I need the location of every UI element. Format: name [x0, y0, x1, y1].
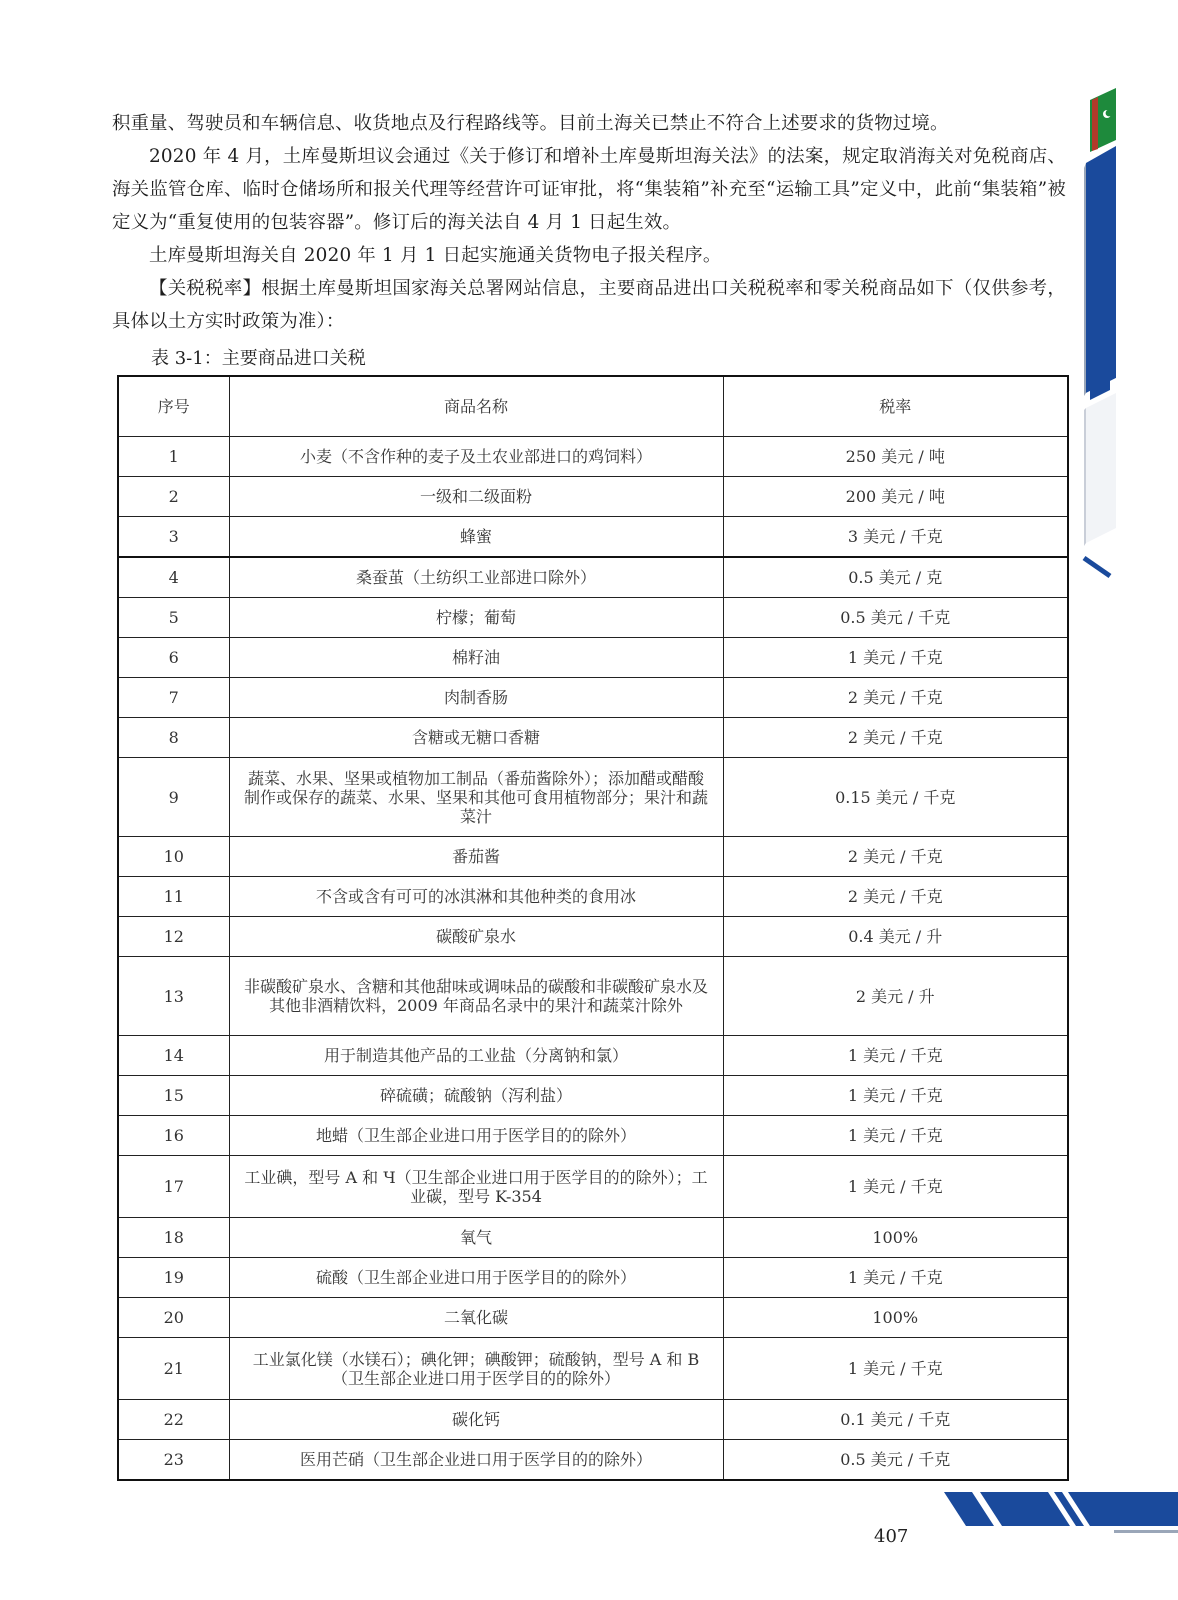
row-rate: 200 美元 / 吨 [723, 477, 1068, 517]
row-name: 硫酸（卫生部企业进口用于医学目的的除外） [229, 1258, 723, 1298]
row-name: 碎硫磺；硫酸钠（泻利盐） [229, 1076, 723, 1116]
header-no: 序号 [118, 376, 229, 437]
row-name: 一级和二级面粉 [229, 477, 723, 517]
paragraph-3: 土库曼斯坦海关自 2020 年 1 月 1 日起实施通关货物电子报关程序。 [149, 245, 722, 266]
row-rate: 2 美元 / 千克 [723, 877, 1068, 917]
row-rate: 250 美元 / 吨 [723, 437, 1068, 477]
table-row [118, 1400, 1068, 1440]
row-no: 3 [118, 517, 229, 558]
row-name: 非碳酸矿泉水、含糖和其他甜味或调味品的碳酸和非碳酸矿泉水及其他非酒精饮料，2009 年商品名录中的果汁和蔬菜汁除外 [229, 957, 723, 1036]
row-name: 医用芒硝（卫生部企业进口用于医学目的的除外） [229, 1440, 723, 1481]
row-rate: 1 美元 / 千克 [723, 1116, 1068, 1156]
table-row [118, 758, 1068, 837]
table-row [118, 957, 1068, 1036]
table-caption: 表 3-1：主要商品进口关税 [151, 348, 366, 369]
row-no: 1 [118, 437, 229, 477]
row-name: 番茄酱 [229, 837, 723, 877]
table-row [118, 718, 1068, 758]
row-name: 工业氯化镁（水镁石）；碘化钾；碘酸钾；硫酸钠，型号 A 和 B（卫生部企业进口用于医学目的的除外） [229, 1338, 723, 1400]
row-rate: 0.5 美元 / 千克 [723, 1440, 1068, 1481]
row-no: 18 [118, 1218, 229, 1258]
header-name: 商品名称 [229, 376, 723, 437]
row-no: 16 [118, 1116, 229, 1156]
row-no: 22 [118, 1400, 229, 1440]
header-rate: 税率 [723, 376, 1068, 437]
row-no: 20 [118, 1298, 229, 1338]
row-name: 工业碘，型号 A 和 Ч（卫生部企业进口用于医学目的的除外）；工业碳，型号 K-354 [229, 1156, 723, 1218]
row-no: 15 [118, 1076, 229, 1116]
row-rate: 1 美元 / 千克 [723, 1338, 1068, 1400]
row-no: 13 [118, 957, 229, 1036]
row-rate: 0.4 美元 / 升 [723, 917, 1068, 957]
row-no: 7 [118, 678, 229, 718]
corner-stripes [944, 1492, 1178, 1542]
table-row [118, 837, 1068, 877]
paragraph-4: 【关税税率】根据土库曼斯坦国家海关总署网站信息，主要商品进出口关税税率和零关税商品如下（仅供参考，具体以土方实时政策为准）： [112, 278, 1066, 332]
table-row [118, 598, 1068, 638]
row-rate: 0.15 美元 / 千克 [723, 758, 1068, 837]
row-rate: 2 美元 / 千克 [723, 718, 1068, 758]
row-name: 氧气 [229, 1218, 723, 1258]
table-row [118, 917, 1068, 957]
table-row [118, 1036, 1068, 1076]
row-name: 小麦（不含作种的麦子及土农业部进口的鸡饲料） [229, 437, 723, 477]
row-name: 蔬菜、水果、坚果或植物加工制品（番茄酱除外）；添加醋或醋酸制作或保存的蔬菜、水果、坚果和其他可食用植物部分；果汁和蔬菜汁 [229, 758, 723, 837]
row-name: 地蜡（卫生部企业进口用于医学目的的除外） [229, 1116, 723, 1156]
row-rate: 2 美元 / 千克 [723, 678, 1068, 718]
table-row [118, 437, 1068, 477]
row-no: 23 [118, 1440, 229, 1481]
row-rate: 1 美元 / 千克 [723, 1156, 1068, 1218]
row-no: 9 [118, 758, 229, 837]
side-stripe [1080, 88, 1140, 588]
row-no: 5 [118, 598, 229, 638]
table-row [118, 877, 1068, 917]
row-name: 含糖或无糖口香糖 [229, 718, 723, 758]
row-no: 8 [118, 718, 229, 758]
row-name: 碳化钙 [229, 1400, 723, 1440]
paragraph-1: 积重量、驾驶员和车辆信息、收货地点及行程路线等。目前土海关已禁止不符合上述要求的货物过境。 [112, 113, 949, 134]
row-rate: 100% [723, 1298, 1068, 1338]
table-row [118, 1440, 1068, 1481]
table-row [118, 638, 1068, 678]
table-row [118, 1258, 1068, 1298]
row-rate: 1 美元 / 千克 [723, 638, 1068, 678]
row-name: 碳酸矿泉水 [229, 917, 723, 957]
table-row [118, 1076, 1068, 1116]
row-name: 不含或含有可可的冰淇淋和其他种类的食用冰 [229, 877, 723, 917]
row-rate: 2 美元 / 升 [723, 957, 1068, 1036]
row-no: 10 [118, 837, 229, 877]
row-rate: 1 美元 / 千克 [723, 1258, 1068, 1298]
table-header-row [118, 376, 1068, 437]
row-name: 桑蚕茧（土纺织工业部进口除外） [229, 557, 723, 598]
tariff-table [117, 375, 1069, 1481]
row-name: 棉籽油 [229, 638, 723, 678]
table-row [118, 477, 1068, 517]
row-no: 6 [118, 638, 229, 678]
row-name: 二氧化碳 [229, 1298, 723, 1338]
row-rate: 0.5 美元 / 千克 [723, 598, 1068, 638]
table-row [118, 678, 1068, 718]
row-no: 11 [118, 877, 229, 917]
table-row [118, 517, 1068, 558]
row-no: 4 [118, 557, 229, 598]
paragraph-2: 2020 年 4 月，土库曼斯坦议会通过《关于修订和增补土库曼斯坦海关法》的法案，规定取消海关对免税商店、海关监管仓库、临时仓储场所和报关代理等经营许可证审批，将“集装箱”补充至“运输工具”定义中，此前“集装箱”被定义为“重复使用的包装容器”。修订后的海关法自 4 月 1 日起生效。 [112, 146, 1066, 233]
row-name: 用于制造其他产品的工业盐（分离钠和氯） [229, 1036, 723, 1076]
row-rate: 100% [723, 1218, 1068, 1258]
row-rate: 0.1 美元 / 千克 [723, 1400, 1068, 1440]
row-rate: 2 美元 / 千克 [723, 837, 1068, 877]
table-row [118, 557, 1068, 598]
table-row [118, 1156, 1068, 1218]
row-rate: 3 美元 / 千克 [723, 517, 1068, 558]
row-no: 14 [118, 1036, 229, 1076]
row-rate: 1 美元 / 千克 [723, 1036, 1068, 1076]
row-no: 2 [118, 477, 229, 517]
table-row [118, 1218, 1068, 1258]
table-row [118, 1116, 1068, 1156]
page-number: 407 [874, 1526, 909, 1547]
row-no: 21 [118, 1338, 229, 1400]
row-no: 17 [118, 1156, 229, 1218]
row-no: 19 [118, 1258, 229, 1298]
row-no: 12 [118, 917, 229, 957]
row-name: 肉制香肠 [229, 678, 723, 718]
table-row [118, 1338, 1068, 1400]
table-row [118, 1298, 1068, 1338]
row-name: 柠檬；葡萄 [229, 598, 723, 638]
row-rate: 0.5 美元 / 克 [723, 557, 1068, 598]
turkmenistan-flag-icon [1090, 88, 1116, 152]
row-name: 蜂蜜 [229, 517, 723, 558]
row-rate: 1 美元 / 千克 [723, 1076, 1068, 1116]
